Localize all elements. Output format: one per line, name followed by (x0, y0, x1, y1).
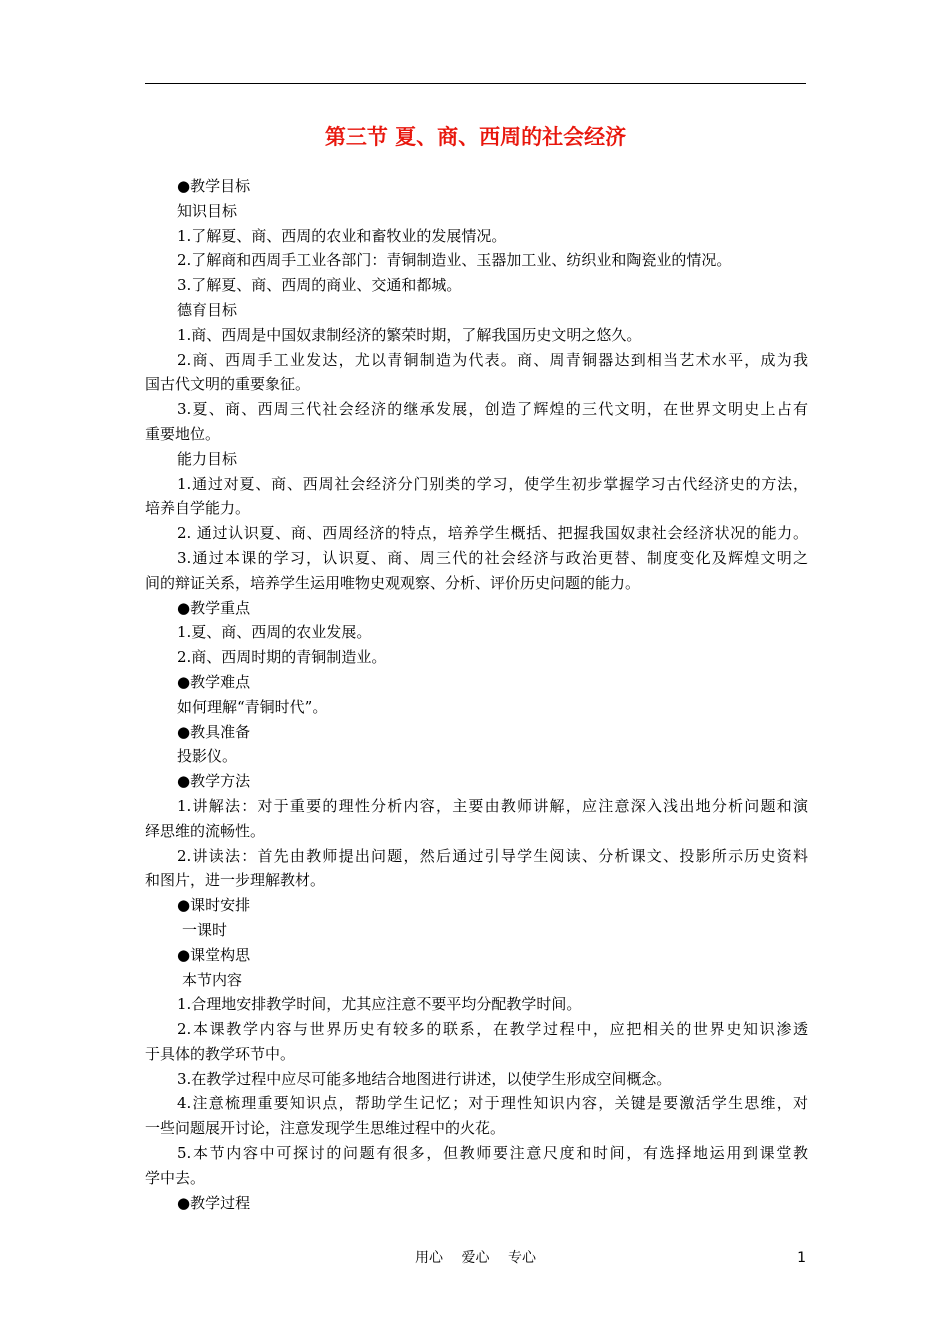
paragraph-line: 重要地位。 (145, 424, 221, 443)
paragraph-line: 3.通过本课的学习，认识夏、商、周三代的社会经济与政治更替、制度变化及辉煌文明之 (177, 548, 808, 567)
paragraph-line: 4.注意梳理重要知识点，帮助学生记忆；对于理性知识内容，关键是要激活学生思维，对 (177, 1094, 808, 1113)
heading-teaching-focus: ●教学重点 (177, 598, 251, 617)
paragraph-line: 1.了解夏、商、西周的农业和畜牧业的发展情况。 (177, 226, 507, 245)
page-number: 1 (797, 1250, 806, 1266)
paragraph-line: 间的辩证关系，培养学生运用唯物史观观察、分析、评价历史问题的能力。 (145, 573, 641, 592)
paragraph-line: 3.夏、商、西周三代社会经济的继承发展，创造了辉煌的三代文明，在世界文明史上占有 (177, 400, 808, 419)
heading-teaching-process: ●教学过程 (177, 1193, 251, 1212)
paragraph-line: 3.了解夏、商、西周的商业、交通和都城。 (177, 276, 462, 295)
paragraph-line: 一些问题展开讨论，注意发现学生思维过程中的火花。 (145, 1119, 506, 1138)
paragraph-line: 2.商、西周时期的青铜制造业。 (177, 648, 387, 667)
heading-teaching-goals: ●教学目标 (177, 177, 251, 195)
heading-class-schedule: ●课时安排 (177, 896, 251, 915)
footer-motto: 用心 爱心 专心 (415, 1250, 536, 1266)
paragraph-line: 绎思维的流畅性。 (145, 821, 266, 840)
paragraph-line: 2. 通过认识夏、商、西周经济的特点，培养学生概括、把握我国奴隶社会经济状况的能力。 (177, 524, 808, 543)
subheading-knowledge-goals: 知识目标 (177, 201, 238, 220)
paragraph-line: 如何理解“青铜时代”。 (177, 697, 328, 716)
paragraph-line: 投影仪。 (177, 747, 238, 766)
paragraph-line: 1.商、西周是中国奴隶制经济的繁荣时期，了解我国历史文明之悠久。 (177, 325, 642, 344)
paragraph-line: 培养自学能力。 (145, 499, 251, 518)
paragraph-line: 1.合理地安排教学时间，尤其应注意不要平均分配教学时间。 (177, 995, 582, 1014)
paragraph-line: 2.讲读法：首先由教师提出问题，然后通过引导学生阅读、分析课文、投影所示历史资料 (177, 846, 808, 865)
paragraph-line: 和图片，进一步理解教材。 (145, 871, 326, 890)
paragraph-line: 1.讲解法：对于重要的理性分析内容，主要由教师讲解，应注意深入浅出地分析问题和演 (177, 796, 808, 815)
paragraph-line: 2.商、西周手工业发达，尤以青铜制造为代表。商、周青铜器达到相当艺术水平，成为我 (177, 350, 808, 369)
paragraph-line: 3.在教学过程中应尽可能多地结合地图进行讲述，以使学生形成空间概念。 (177, 1069, 672, 1088)
paragraph-line: 一课时 (182, 920, 228, 939)
heading-teaching-difficulty: ●教学难点 (177, 672, 251, 691)
paragraph-line: 2.了解商和西周手工业各部门：青铜制造业、玉器加工业、纺织业和陶瓷业的情况。 (177, 251, 732, 270)
paragraph-line: 5.本节内容中可探讨的问题有很多，但教师要注意尺度和时间，有选择地运用到课堂教 (177, 1144, 808, 1163)
paragraph-line: 于具体的教学环节中。 (145, 1044, 296, 1063)
heading-class-design: ●课堂构思 (177, 945, 251, 964)
paragraph-line: 1.夏、商、西周的农业发展。 (177, 623, 372, 642)
paragraph-line: 2.本课教学内容与世界历史有较多的联系，在教学过程中，应把相关的世界史知识渗透 (177, 1020, 808, 1039)
paragraph-line: 国古代文明的重要象征。 (145, 375, 311, 394)
heading-teaching-methods: ●教学方法 (177, 772, 251, 791)
paragraph-line: 本节内容 (182, 970, 243, 989)
body-text (145, 174, 808, 1215)
paragraph-line: 学中去。 (145, 1168, 206, 1187)
header-rule (145, 83, 806, 84)
heading-teaching-aids: ●教具准备 (177, 722, 251, 741)
page-title: 第三节 夏、商、西周的社会经济 (324, 125, 627, 149)
subheading-moral-goals: 德育目标 (177, 300, 238, 319)
subheading-ability-goals: 能力目标 (177, 449, 238, 468)
paragraph-line: 1.通过对夏、商、西周社会经济分门别类的学习，使学生初步掌握学习古代经济史的方法， (177, 474, 808, 493)
